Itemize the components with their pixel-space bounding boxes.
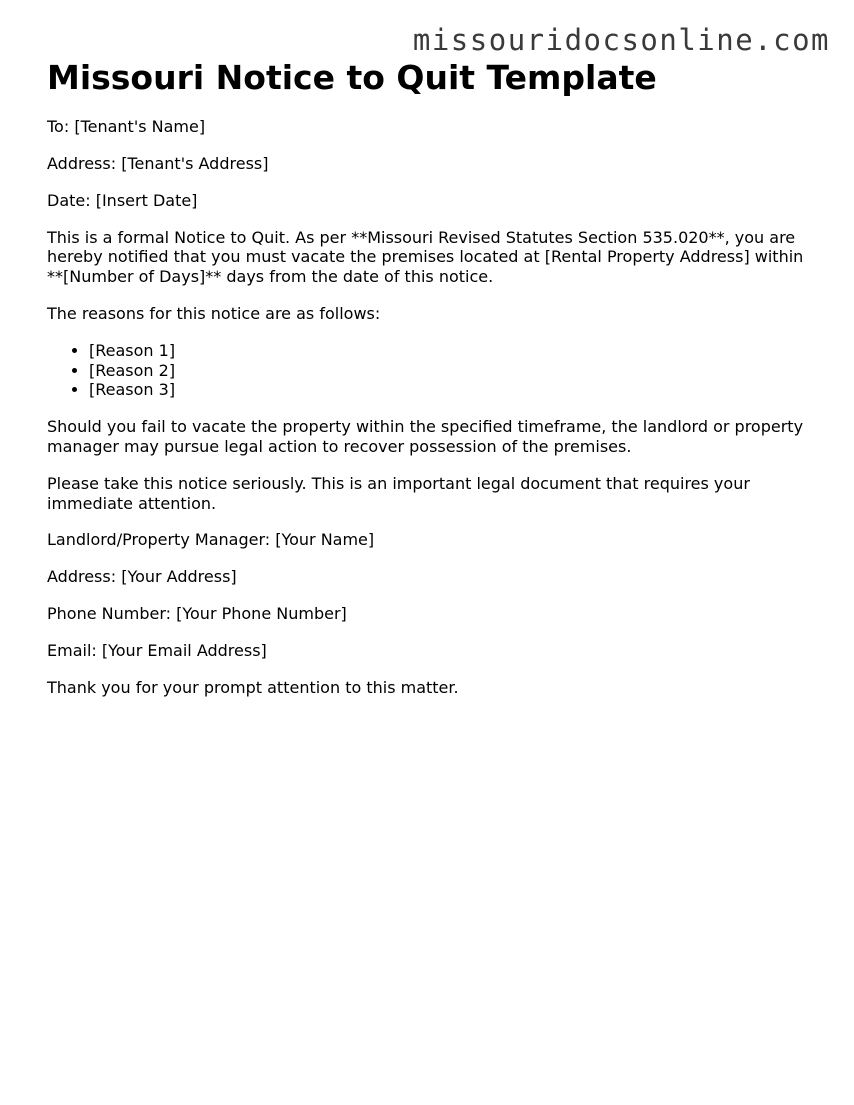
seriousness-paragraph: Please take this notice seriously. This is an important legal document that requires your immediate attention. (47, 473, 750, 513)
reasons-list (47, 341, 817, 400)
document-body (47, 60, 817, 714)
list-item: • [Reason 3] (89, 380, 817, 400)
tenant-address-line: Address: [Tenant's Address] (47, 154, 269, 174)
site-watermark: missouridocsonline.com (412, 23, 830, 57)
list-item: • [Reason 2] (89, 361, 817, 381)
consequence-paragraph: Should you fail to vacate the property within the specified timeframe, the landlord or property manager may pursue legal action to recover possession of the premises. (47, 417, 804, 457)
list-item: • [Reason 1] (89, 341, 817, 361)
landlord-email-line: Email: [Your Email Address] (47, 640, 267, 660)
page-title: Missouri Notice to Quit Template (47, 58, 657, 97)
landlord-name-line: Landlord/Property Manager: [Your Name] (47, 530, 375, 550)
reasons-intro: The reasons for this notice are as follows: (47, 304, 381, 324)
closing-line: Thank you for your prompt attention to this matter. (47, 677, 459, 697)
landlord-phone-line: Phone Number: [Your Phone Number] (47, 604, 347, 624)
landlord-address-line: Address: [Your Address] (47, 567, 237, 587)
date-line: Date: [Insert Date] (47, 190, 198, 210)
tenant-name-line: To: [Tenant's Name] (47, 117, 206, 137)
intro-paragraph: This is a formal Notice to Quit. As per **Missouri Revised Statutes Section 535.020**, you are hereby notified that you must vacate the premises located at [Rental Property Address] within **[Number of Days]** days from the date of this notice. (47, 227, 804, 287)
